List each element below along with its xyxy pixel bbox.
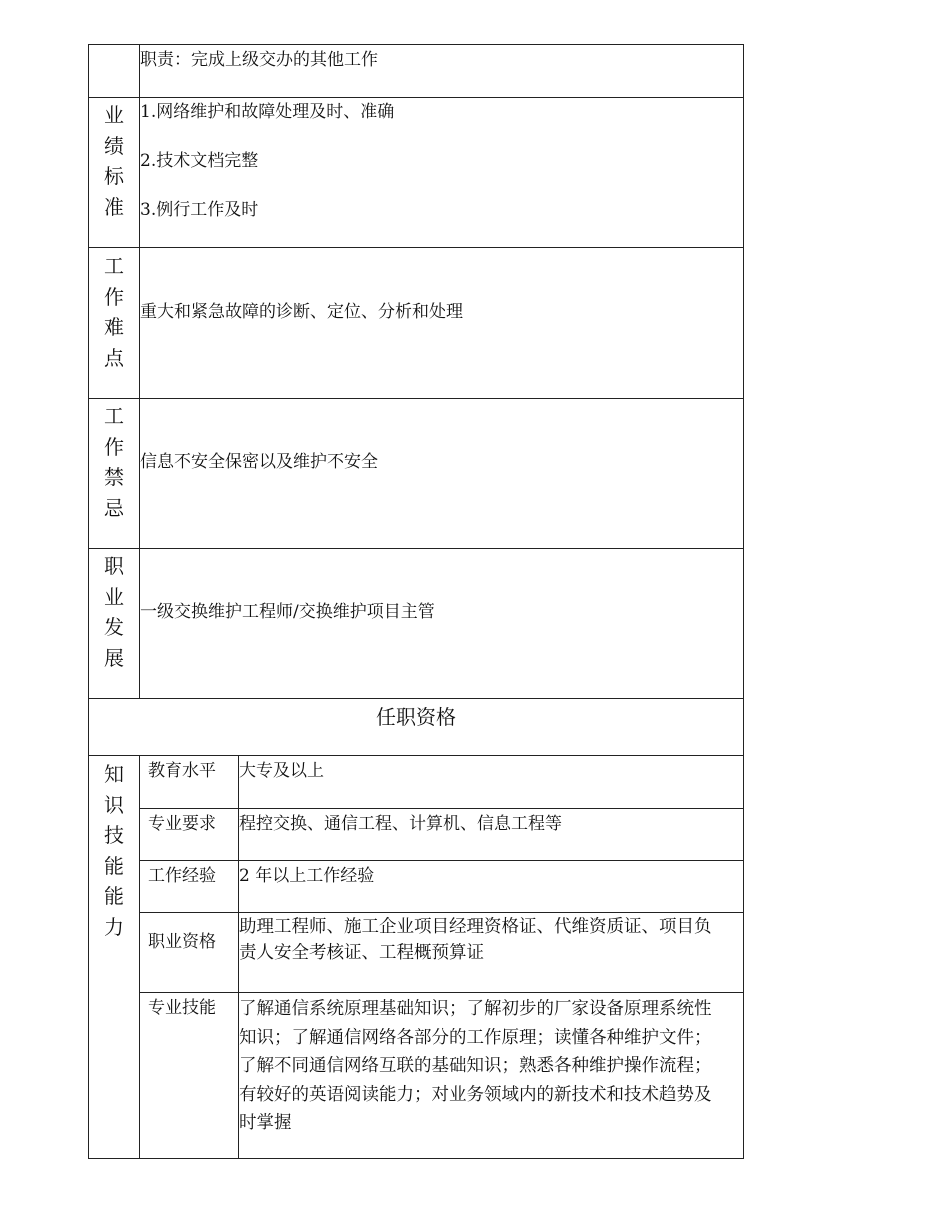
row-divider <box>139 808 744 809</box>
qualification-value: 大专及以上 <box>239 761 324 781</box>
qualification-value: 了解通信系统原理基础知识；了解初步的厂家设备原理系统性知识；了解通信网络各部分的工作原理；读懂各种维护文件；了解不同通信网络互联的基础知识；熟悉各种维护操作流程；有较好的英语阅读能力；对业务领域内的新技术和技术趋势及时掌握 <box>239 999 712 1133</box>
performance-label: 业 绩 标 准 <box>104 103 124 219</box>
qualification-title: 任职资格 <box>376 705 456 729</box>
performance-item: 3.例行工作及时 <box>140 200 259 220</box>
row-divider <box>88 698 744 699</box>
duty-text: 职责：完成上级交办的其他工作 <box>140 50 378 70</box>
qualification-value: 2 年以上工作经验 <box>239 866 375 886</box>
performance-item: 1.网络维护和故障处理及时、准确 <box>140 102 395 122</box>
row-divider <box>139 912 744 913</box>
qualification-value: 程控交换、通信工程、计算机、信息工程等 <box>239 814 562 834</box>
taboo-text: 信息不安全保密以及维护不安全 <box>140 452 378 472</box>
qualification-name: 教育水平 <box>148 761 216 781</box>
qualification-name: 专业要求 <box>148 814 216 834</box>
qualification-name: 职业资格 <box>148 932 216 952</box>
performance-item: 2.技术文档完整 <box>140 151 259 171</box>
qualification-name: 工作经验 <box>148 866 216 886</box>
qualification-name: 专业技能 <box>148 998 216 1018</box>
knowledge-skill-label: 知 识 技 能 能 力 <box>104 762 124 939</box>
career-label: 职 业 发 展 <box>104 554 124 670</box>
career-text: 一级交换维护工程师/交换维护项目主管 <box>140 602 435 622</box>
row-divider <box>88 398 744 399</box>
difficulty-label: 工 作 难 点 <box>104 254 124 370</box>
taboo-label: 工 作 禁 忌 <box>104 404 124 520</box>
row-divider <box>139 992 744 993</box>
row-divider <box>88 755 744 756</box>
row-divider <box>139 860 744 861</box>
qualification-value: 助理工程师、施工企业项目经理资格证、代维资质证、项目负责人安全考核证、工程概预算证 <box>239 917 712 963</box>
row-divider <box>88 247 744 248</box>
row-divider <box>88 97 744 98</box>
difficulty-text: 重大和紧急故障的诊断、定位、分析和处理 <box>140 302 463 322</box>
row-divider <box>88 548 744 549</box>
